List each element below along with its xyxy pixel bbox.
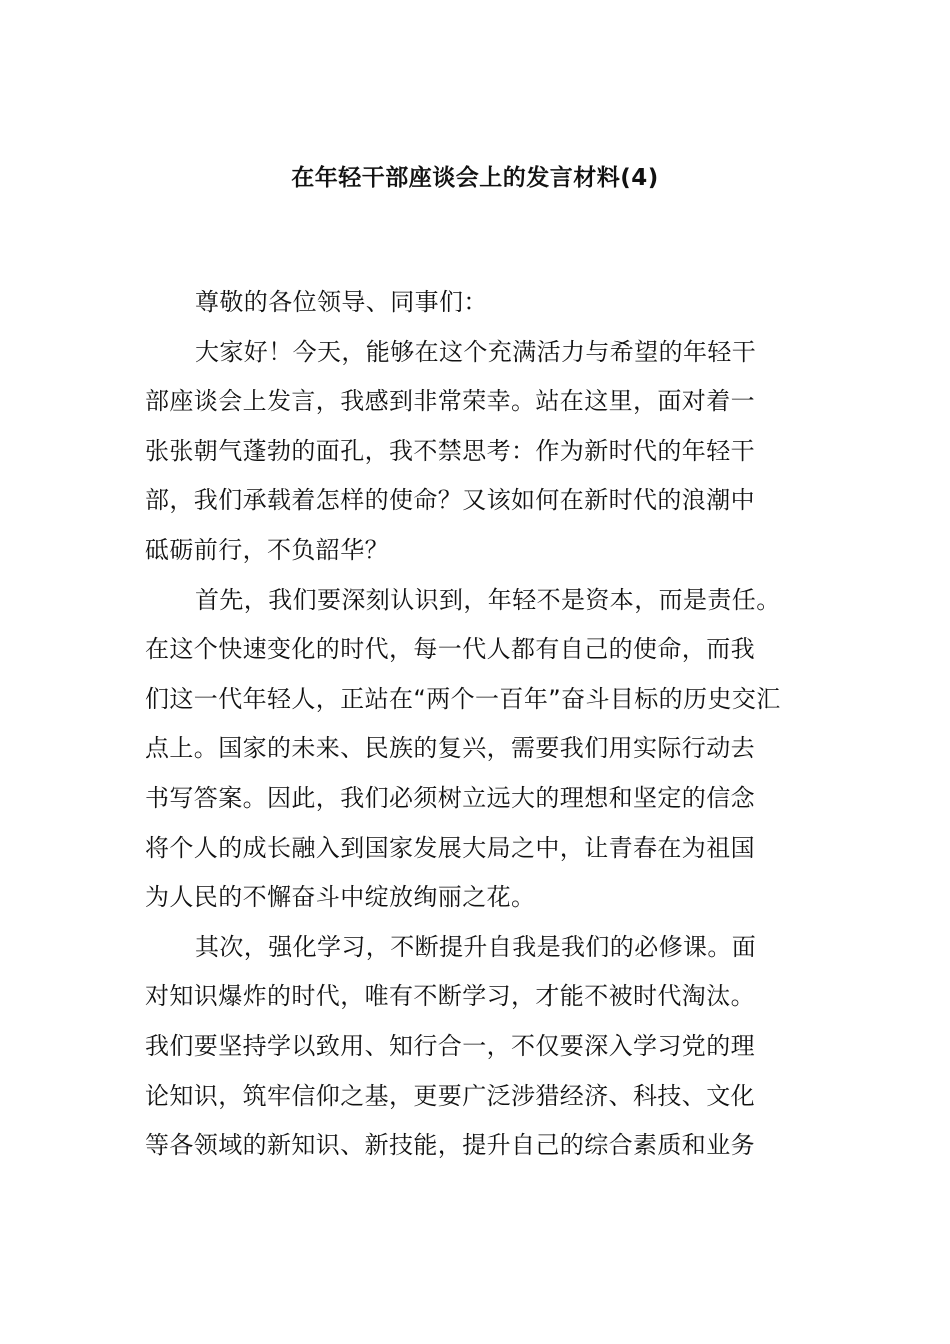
text-line: 部，我们承载着怎样的使命？又该如何在新时代的浪潮中: [145, 486, 755, 515]
salutation-line: 尊敬的各位领导、同事们：: [195, 288, 488, 316]
document-body: [145, 278, 810, 1171]
text-line: 首先，我们要深刻认识到，年轻不是资本，而是责任。: [195, 585, 781, 614]
text-line: 其次，强化学习，不断提升自我是我们的必修课。面: [195, 932, 757, 961]
text-line: 将个人的成长融入到国家发展大局之中，让青春在为祖国: [145, 833, 755, 862]
text-line: 张张朝气蓬勃的面孔，我不禁思考：作为新时代的年轻干: [145, 436, 755, 465]
text-line: 大家好！今天，能够在这个充满活力与希望的年轻干: [195, 337, 757, 366]
text-line: 砥砺前行，不负韶华？: [145, 535, 389, 564]
document-title: 在年轻干部座谈会上的发言材料(4): [291, 165, 659, 191]
text-line: 部座谈会上发言，我感到非常荣幸。站在这里，面对着一: [145, 387, 755, 416]
text-line: 对知识爆炸的时代，唯有不断学习，才能不被时代淘汰。: [145, 982, 755, 1011]
text-line: 我们要坚持学以致用、知行合一，不仅要深入学习党的理: [145, 1031, 755, 1060]
text-line: 为人民的不懈奋斗中绽放绚丽之花。: [145, 883, 536, 912]
text-line: 们这一代年轻人，正站在“两个一百年”奋斗目标的历史交汇: [145, 684, 781, 713]
text-line: 论知识，筑牢信仰之基，更要广泛涉猎经济、科技、文化: [145, 1081, 755, 1110]
text-line: 在这个快速变化的时代，每一代人都有自己的使命，而我: [145, 635, 755, 664]
text-line: 书写答案。因此，我们必须树立远大的理想和坚定的信念: [145, 783, 755, 812]
text-line: 点上。国家的未来、民族的复兴，需要我们用实际行动去: [145, 734, 755, 763]
text-line: 等各领域的新知识、新技能，提升自己的综合素质和业务: [145, 1131, 755, 1160]
